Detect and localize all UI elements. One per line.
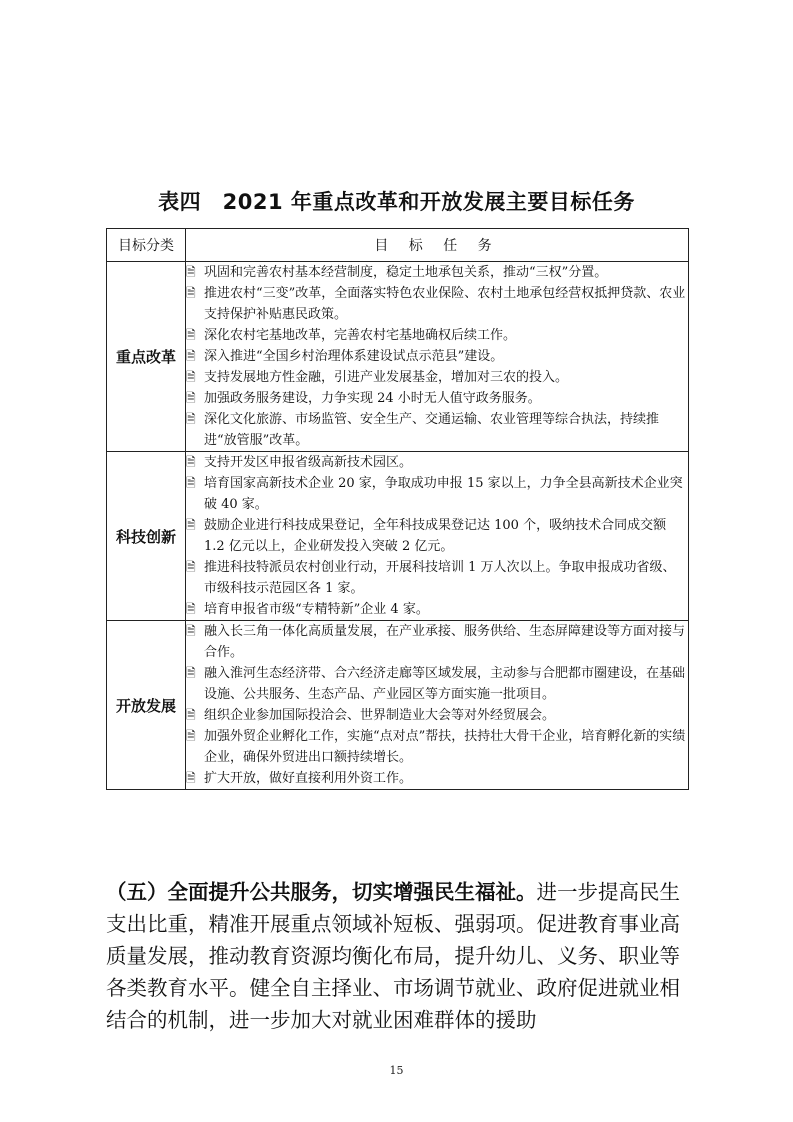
document-icon: 🗎	[186, 771, 196, 785]
task-item	[186, 705, 688, 726]
task-text: 鼓励企业进行科技成果登记，全年科技成果登记达 100 个，吸纳技术合同成交额 1.2 亿元以上，企业研发投入突破 2 亿元。	[204, 518, 667, 554]
task-item	[186, 726, 688, 768]
table-row	[107, 452, 689, 621]
document-icon: 🗎	[186, 349, 196, 363]
table-header-row	[107, 229, 689, 262]
paragraph-lead: （五）全面提升公共服务，切实增强民生福祉。	[106, 880, 537, 904]
task-item	[186, 621, 688, 663]
task-text: 融入淮河生态经济带、合六经济走廊等区域发展，主动参与合肥都市圈建设，在基础设施、公共服务、生态产品、产业园区等方面实施一批项目。	[204, 666, 686, 702]
document-icon: 🗎	[186, 602, 196, 616]
task-item	[186, 262, 688, 283]
task-text: 巩固和完善农村基本经营制度，稳定土地承包关系，推动“三权”分置。	[204, 265, 608, 280]
paragraph-body: 进一步提高民生支出比重，精准开展重点领域补短板、强弱项。促进教育事业高质量发展，推动教育资源均衡化布局，提升幼儿、义务、职业等各类教育水平。健全自主择业、市场调节就业、政府促进就业相结合的机制，进一步加大对就业困难群体的援助	[106, 880, 680, 1032]
task-text: 组织企业参加国际投洽会、世界制造业大会等对外经贸展会。	[204, 708, 556, 723]
document-icon: 🗎	[186, 729, 196, 743]
document-icon: 🗎	[186, 391, 196, 405]
task-item	[186, 663, 688, 705]
document-icon: 🗎	[186, 328, 196, 342]
task-item	[186, 473, 688, 515]
table-title: 表四 2021 年重点改革和开放发展主要目标任务	[158, 190, 635, 214]
header-category: 目标分类	[107, 229, 186, 262]
document-icon: 🗎	[186, 666, 196, 680]
document-icon: 🗎	[186, 518, 196, 532]
document-icon: 🗎	[186, 286, 196, 300]
task-text: 扩大开放，做好直接利用外资工作。	[204, 771, 413, 786]
task-text: 培育国家高新技术企业 20 家，争取成功申报 15 家以上，力争全县高新技术企业突破 40 家。	[204, 476, 683, 512]
task-item	[186, 325, 688, 346]
task-item	[186, 409, 688, 451]
task-text: 加强外贸企业孵化工作，实施“点对点”帮扶，扶持壮大骨干企业，培育孵化新的实绩企业，确保外贸进出口额持续增长。	[204, 729, 686, 765]
document-icon: 🗎	[186, 708, 196, 722]
row-category: 重点改革	[107, 262, 186, 452]
row-tasks	[186, 262, 689, 452]
row-category: 科技创新	[107, 452, 186, 621]
task-item	[186, 515, 688, 557]
header-tasks: 目 标 任 务	[186, 229, 689, 262]
task-text: 培育申报省市级“专精特新”企业 4 家。	[204, 602, 429, 617]
task-item	[186, 599, 688, 620]
task-text: 支持发展地方性金融，引进产业发展基金，增加对三农的投入。	[204, 370, 569, 385]
document-icon: 🗎	[186, 624, 196, 638]
document-icon: 🗎	[186, 265, 196, 279]
table-row	[107, 621, 689, 790]
document-icon: 🗎	[186, 370, 196, 384]
task-item	[186, 768, 688, 789]
document-icon: 🗎	[186, 476, 196, 490]
body-paragraph	[106, 876, 696, 1036]
task-text: 深入推进“全国乡村治理体系建设试点示范县”建设。	[204, 349, 504, 364]
table-row	[107, 262, 689, 452]
task-text: 推进农村“三变”改革，全面落实特色农业保险、农村土地承包经营权抵押贷款、农业支持保护补贴惠民政策。	[204, 286, 686, 322]
row-tasks	[186, 452, 689, 621]
document-icon: 🗎	[186, 455, 196, 469]
task-item	[186, 367, 688, 388]
targets-table	[106, 228, 689, 790]
row-category: 开放发展	[107, 621, 186, 790]
task-text: 融入长三角一体化高质量发展，在产业承接、服务供给、生态屏障建设等方面对接与合作。	[204, 624, 686, 660]
task-text: 深化文化旅游、市场监管、安全生产、交通运输、农业管理等综合执法，持续推进“放管服”改革。	[204, 412, 660, 448]
task-text: 加强政务服务建设，力争实现 24 小时无人值守政务服务。	[204, 391, 541, 406]
task-item	[186, 452, 688, 473]
row-tasks	[186, 621, 689, 790]
task-item	[186, 388, 688, 409]
task-text: 深化农村宅基地改革，完善农村宅基地确权后续工作。	[204, 328, 517, 343]
task-item	[186, 346, 688, 367]
task-text: 支持开发区申报省级高新技术园区。	[204, 455, 413, 470]
page-number: 15	[389, 1064, 404, 1077]
document-icon: 🗎	[186, 412, 196, 426]
task-text: 推进科技特派员农村创业行动，开展科技培训 1 万人次以上。争取申报成功省级、市级科技示范园区各 1 家。	[204, 560, 676, 596]
task-item	[186, 283, 688, 325]
document-icon: 🗎	[186, 560, 196, 574]
task-item	[186, 557, 688, 599]
